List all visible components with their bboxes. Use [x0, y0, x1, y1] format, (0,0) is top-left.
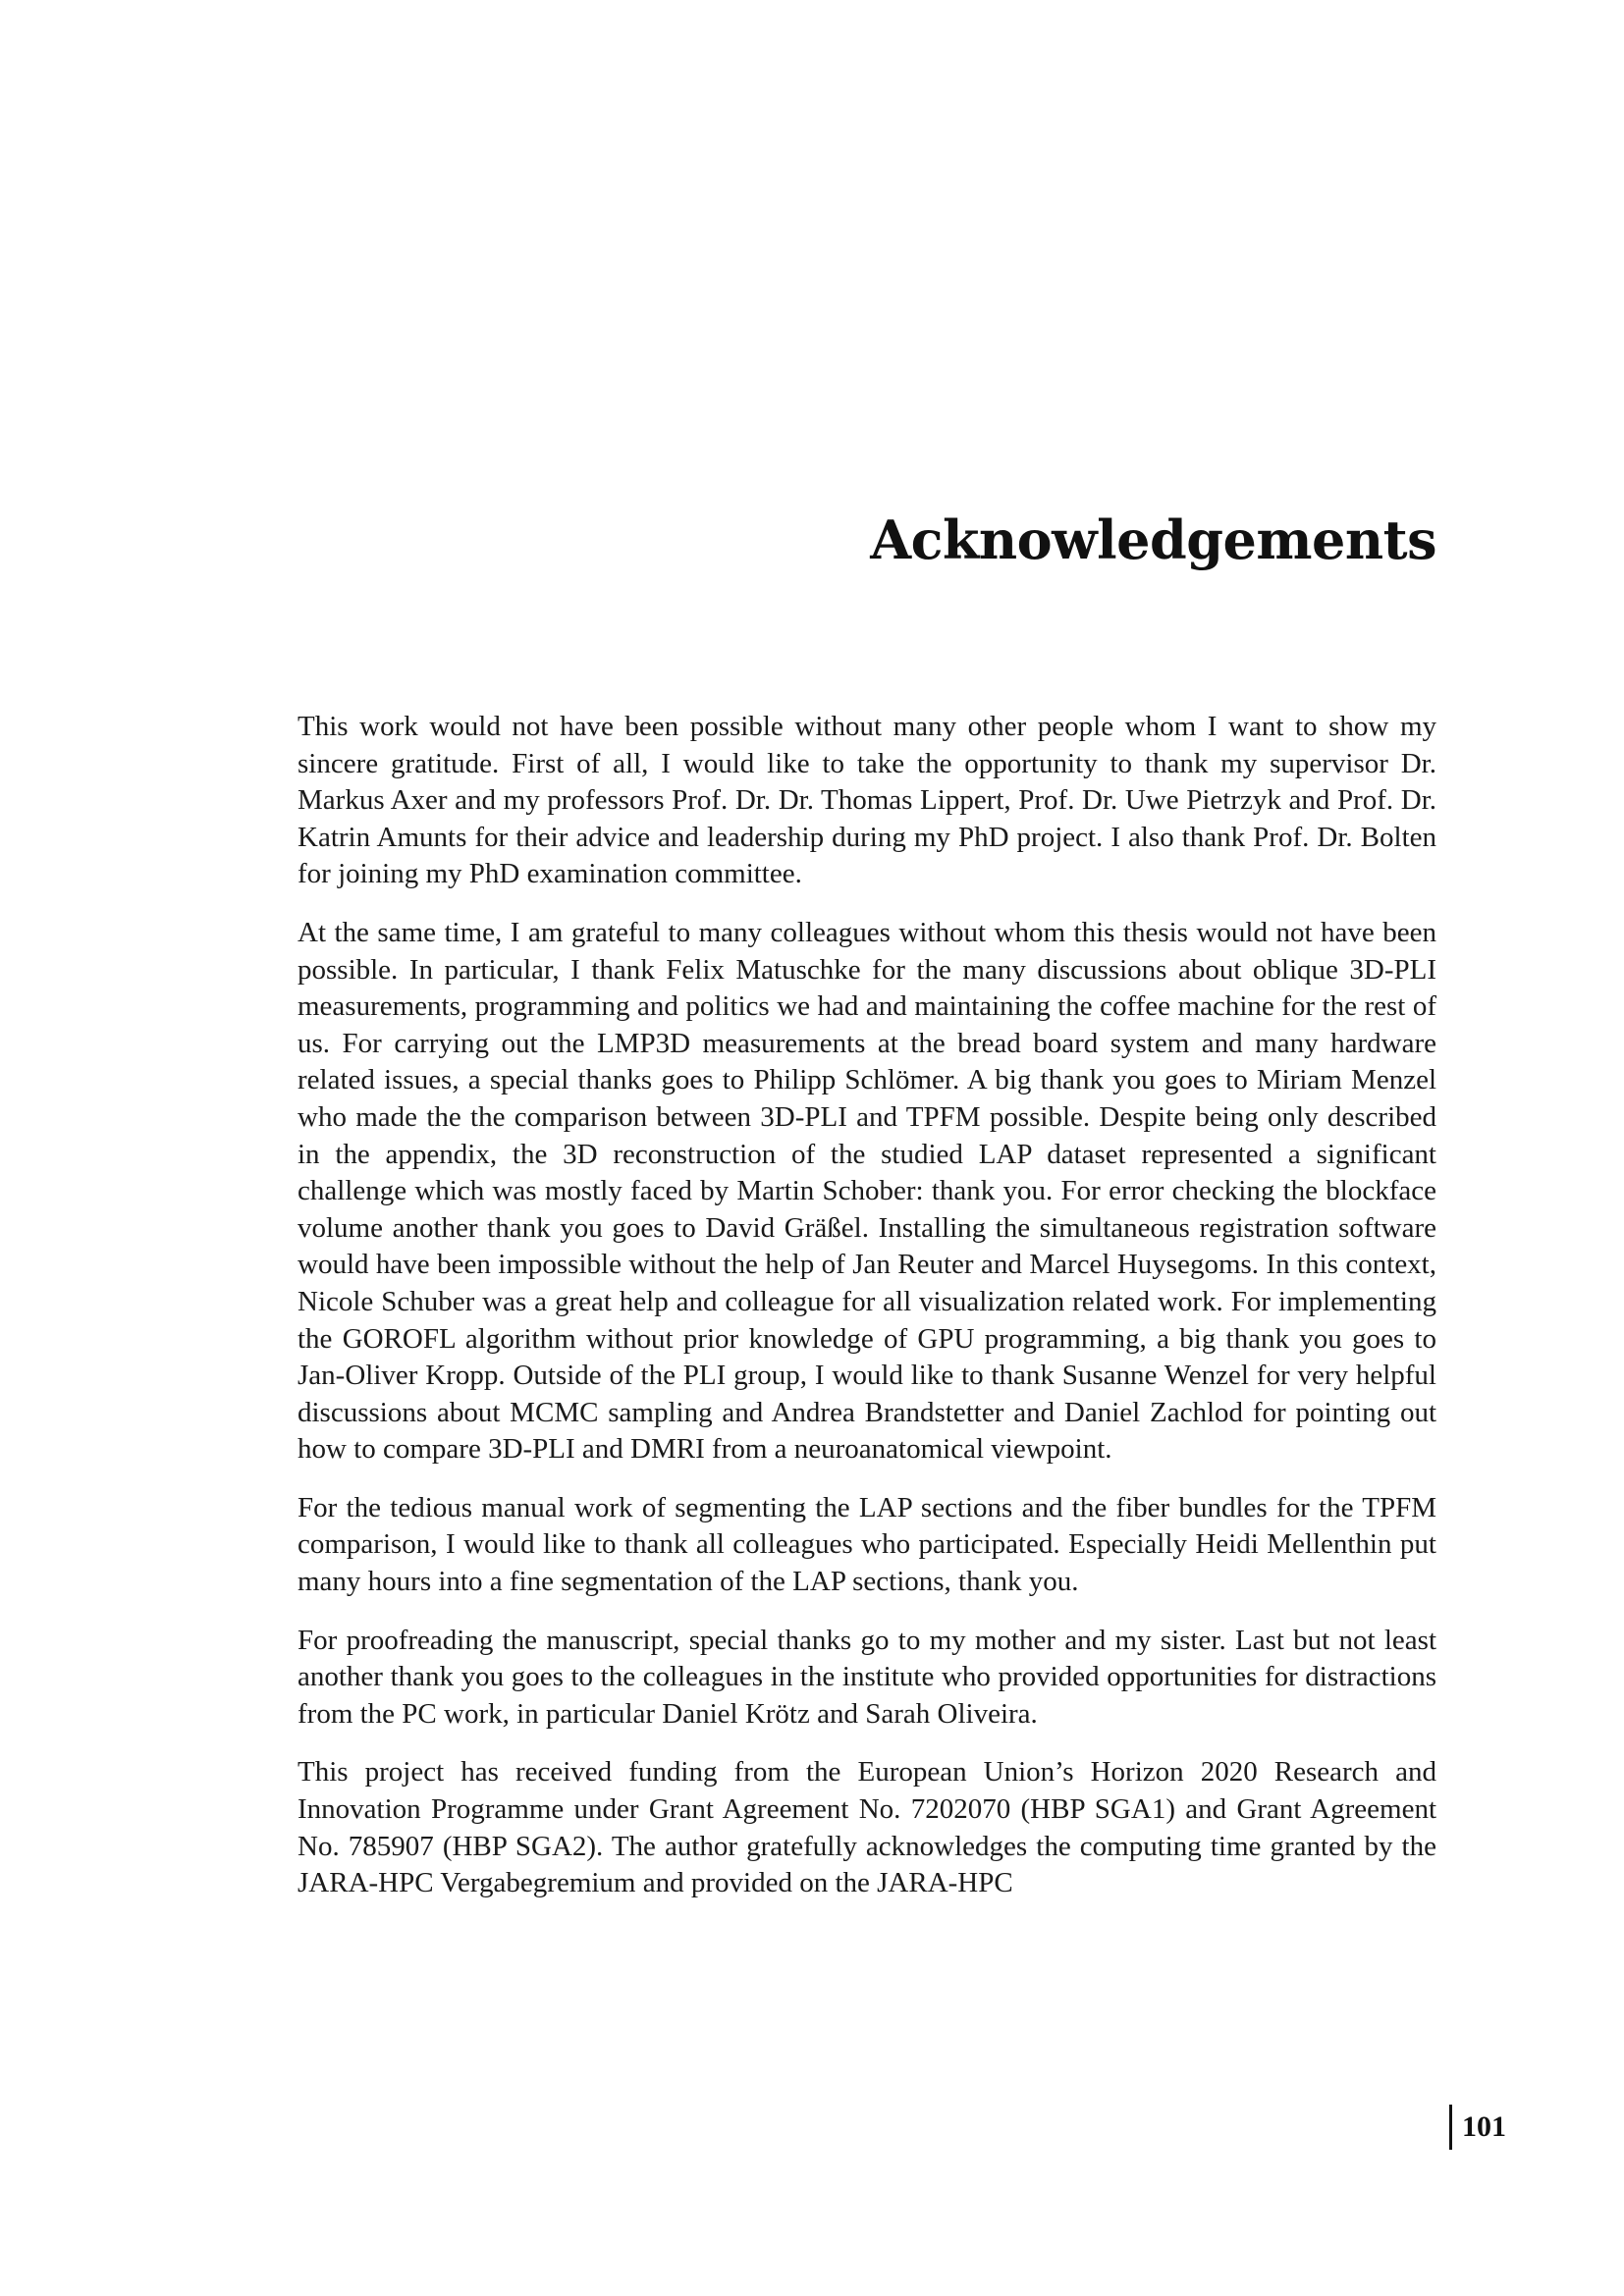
- paragraph-colleagues: At the same time, I am grateful to many colleagues without whom this thesis would not have been possible. In particular, I thank Felix Matuschke for the many discussions about oblique 3D-PLI measurements, programming and politics we had and maintaining the coffee machine for the rest of us. For carrying out the LMP3D measurements at the bread board system and many hardware related issues, a special thanks goes to Philipp Schlömer. A big thank you goes to Miriam Menzel who made the the comparison between 3D-PLI and TPFM possible. Despite being only described in the appendix, the 3D reconstruction of the studied LAP dataset represented a significant challenge which was mostly faced by Martin Schober: thank you. For error checking the blockface volume another thank you goes to David Gräßel. Installing the simultaneous registration software would have been impossible without the help of Jan Reuter and Marcel Huysegoms. In this context, Nicole Schuber was a great help and colleague for all visualization related work. For implementing the GOROFL algorithm without prior knowledge of GPU programming, a big thank you goes to Jan-Oliver Kropp. Outside of the PLI group, I would like to thank Susanne Wenzel for very helpful discussions about MCMC sampling and Andrea Brandstetter and Daniel Zachlod for pointing out how to compare 3D-PLI and DMRI from a neuroanatomical viewpoint.: [298, 916, 1436, 1466]
- chapter-title: Acknowledgements: [870, 508, 1436, 571]
- page-number-block: [1449, 2105, 1506, 2150]
- page-number: 101: [1462, 2110, 1506, 2143]
- paragraph-segmentation: For the tedious manual work of segmenting the LAP sections and the fiber bundles for the TPFM comparison, I would like to thank all colleagues who participated. Especially Heidi Mellenthin put many hours into a fine segmentation of the LAP sections, thank you.: [298, 1491, 1436, 1598]
- body-text: [298, 709, 1436, 1924]
- paragraph-funding: This project has received funding from the European Union’s Horizon 2020 Research and Innovation Programme under Grant Agreement No. 7202070 (HBP SGA1) and Grant Agreement No. 785907 (HBP SGA2). The author gratefully acknowledges the computing time granted by the JARA-HPC Vergabegremium and provided on the JARA-HPC: [298, 1756, 1436, 1899]
- paragraph-intro: This work would not have been possible without many other people whom I want to show my sincere gratitude. First of all, I would like to take the opportunity to thank my supervisor Dr. Markus Axer and my professors Prof. Dr. Dr. Thomas Lippert, Prof. Dr. Uwe Pietrzyk and Prof. Dr. Katrin Amunts for their advice and leadership during my PhD project. I also thank Prof. Dr. Bolten for joining my PhD examination committee.: [298, 711, 1436, 890]
- paragraph-proofreading: For proofreading the manuscript, special thanks go to my mother and my sister. Last but not least another thank you goes to the colleagues in the institute who provided opportunities for distractions from the PC work, in particular Daniel Krötz and Sarah Oliveira.: [298, 1624, 1436, 1730]
- page-number-rule: [1449, 2105, 1452, 2150]
